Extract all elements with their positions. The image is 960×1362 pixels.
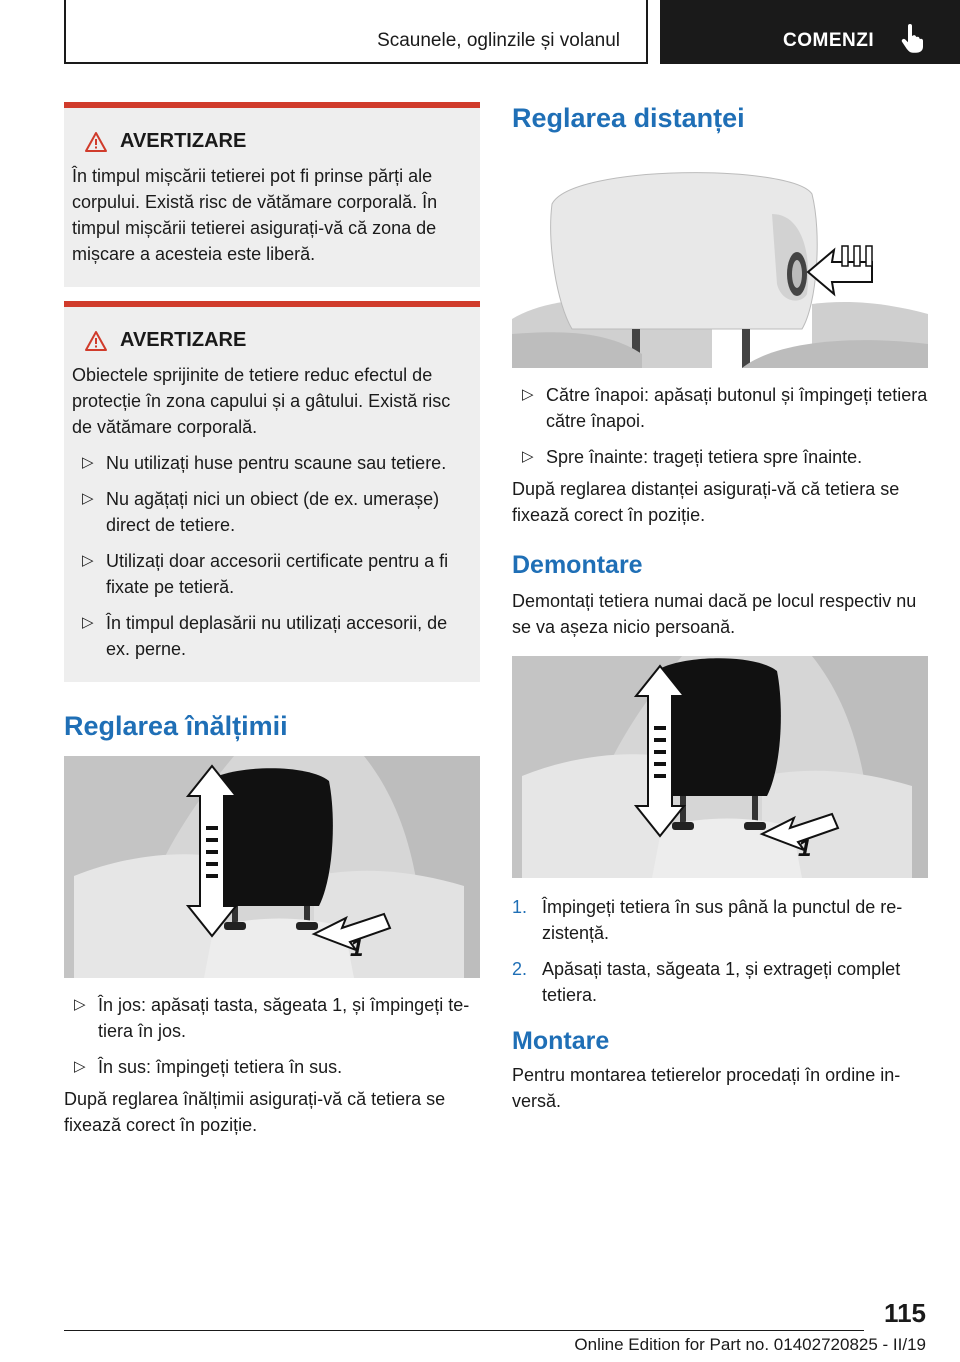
list-item-text: În timpul deplasării nu utilizați accesorii, de ex. perne. xyxy=(106,613,448,659)
step-number: 2. xyxy=(512,959,528,979)
list-item-text: Utilizați doar accesorii certificate pentru a fi fixate pe tetieră. xyxy=(106,551,449,597)
triangle-bullet-icon: ▷ xyxy=(522,386,534,403)
right-column xyxy=(512,102,928,1114)
step-text: Apăsați tasta, săgeata 1, și extrageți complet tetiera. xyxy=(542,959,901,1005)
warning-title-1 xyxy=(84,130,470,153)
section-heading-height: Reglarea înălțimii xyxy=(64,711,288,741)
figure-label-1: 1 xyxy=(350,935,364,962)
triangle-bullet-icon: ▷ xyxy=(74,996,86,1013)
triangle-bullet-icon: ▷ xyxy=(74,1058,86,1075)
headrest-height-figure xyxy=(64,756,480,978)
footer-divider xyxy=(64,1330,864,1331)
removal-steps xyxy=(512,894,928,1008)
section-heading-mount: Montare xyxy=(512,1027,610,1055)
warning-triangle-icon xyxy=(84,131,108,153)
warning-title-text-1: AVERTIZARE xyxy=(120,130,247,152)
distance-list xyxy=(512,382,928,470)
list-item xyxy=(72,548,470,600)
list-item-text: În jos: apăsați tasta, săgeata 1, și împingeți tetiera în jos. xyxy=(98,995,470,1041)
section-heading-removal: Demontare xyxy=(512,551,643,579)
height-note: După reglarea înălțimii asigurați-vă că tetiera se fixează corect în poziție. xyxy=(64,1089,446,1135)
header-tab-label: COMENZI xyxy=(783,30,875,51)
hand-pointer-icon xyxy=(900,24,924,59)
list-item xyxy=(512,382,928,434)
list-item xyxy=(72,486,470,538)
list-item xyxy=(512,444,928,470)
warning-list xyxy=(72,450,470,662)
distance-note: După reglarea distanței asigurați-vă că tetiera se fixează corect în poziție. xyxy=(512,479,900,525)
list-item xyxy=(64,1054,480,1080)
header-tab-comenzi[interactable] xyxy=(660,0,960,64)
step-text: Împingeți tetiera în sus până la punctul de rezistență. xyxy=(542,897,903,943)
section-heading-distance: Reglarea distanței xyxy=(512,103,745,133)
list-item-text: Către înapoi: apăsați butonul și împingeți tetiera către înapoi. xyxy=(546,385,928,431)
warning-box-1 xyxy=(64,102,480,287)
triangle-bullet-icon: ▷ xyxy=(82,490,94,507)
footer-edition: Online Edition for Part no. 01402720825 - II/19 xyxy=(574,1335,926,1354)
triangle-bullet-icon: ▷ xyxy=(82,614,94,631)
list-item xyxy=(64,992,480,1044)
warning-box-2 xyxy=(64,301,480,682)
headrest-distance-figure xyxy=(512,154,928,368)
warning-text-2: Obiectele sprijinite de tetiere reduc efectul de protecție în zona capului și a gâtului. Există risc de vătămare corporală. xyxy=(72,365,451,437)
list-item xyxy=(72,450,470,476)
removal-text: Demontați tetiera numai dacă pe locul respectiv nu se va așeza nicio persoană. xyxy=(512,591,917,637)
list-item xyxy=(72,610,470,662)
header-section-title: Scaunele, oglinzile și volanul xyxy=(377,30,620,51)
height-list xyxy=(64,992,480,1080)
headrest-removal-figure xyxy=(512,656,928,878)
triangle-bullet-icon: ▷ xyxy=(522,448,534,465)
triangle-bullet-icon: ▷ xyxy=(82,552,94,569)
list-item xyxy=(512,956,928,1008)
warning-text-1: În timpul mișcării tetierei pot fi prinse părți ale corpului. Există risc de vătămare corporală. În timpul mișcării tetierei asigurați-vă că zona de mișcare a acesteia este liberă. xyxy=(72,166,438,264)
warning-title-2 xyxy=(84,329,470,352)
step-number: 1. xyxy=(512,897,528,917)
list-item-text: Nu utilizați huse pentru scaune sau tetiere. xyxy=(106,453,447,473)
mount-text: Pentru montarea tetierelor procedați în ordine inversă. xyxy=(512,1065,901,1111)
page-number: 115 xyxy=(884,1298,926,1328)
left-column xyxy=(64,102,480,1138)
list-item-text: Nu agățați nici un obiect (de ex. umerașe) direct de tetiere. xyxy=(106,489,440,535)
figure-label-1: 1 xyxy=(798,835,812,862)
list-item xyxy=(512,894,928,946)
warning-triangle-icon xyxy=(84,330,108,352)
warning-title-text-2: AVERTIZARE xyxy=(120,329,247,351)
triangle-bullet-icon: ▷ xyxy=(82,454,94,471)
list-item-text: Spre înainte: trageți tetiera spre înainte. xyxy=(546,447,863,467)
list-item-text: În sus: împingeți tetiera în sus. xyxy=(98,1057,343,1077)
